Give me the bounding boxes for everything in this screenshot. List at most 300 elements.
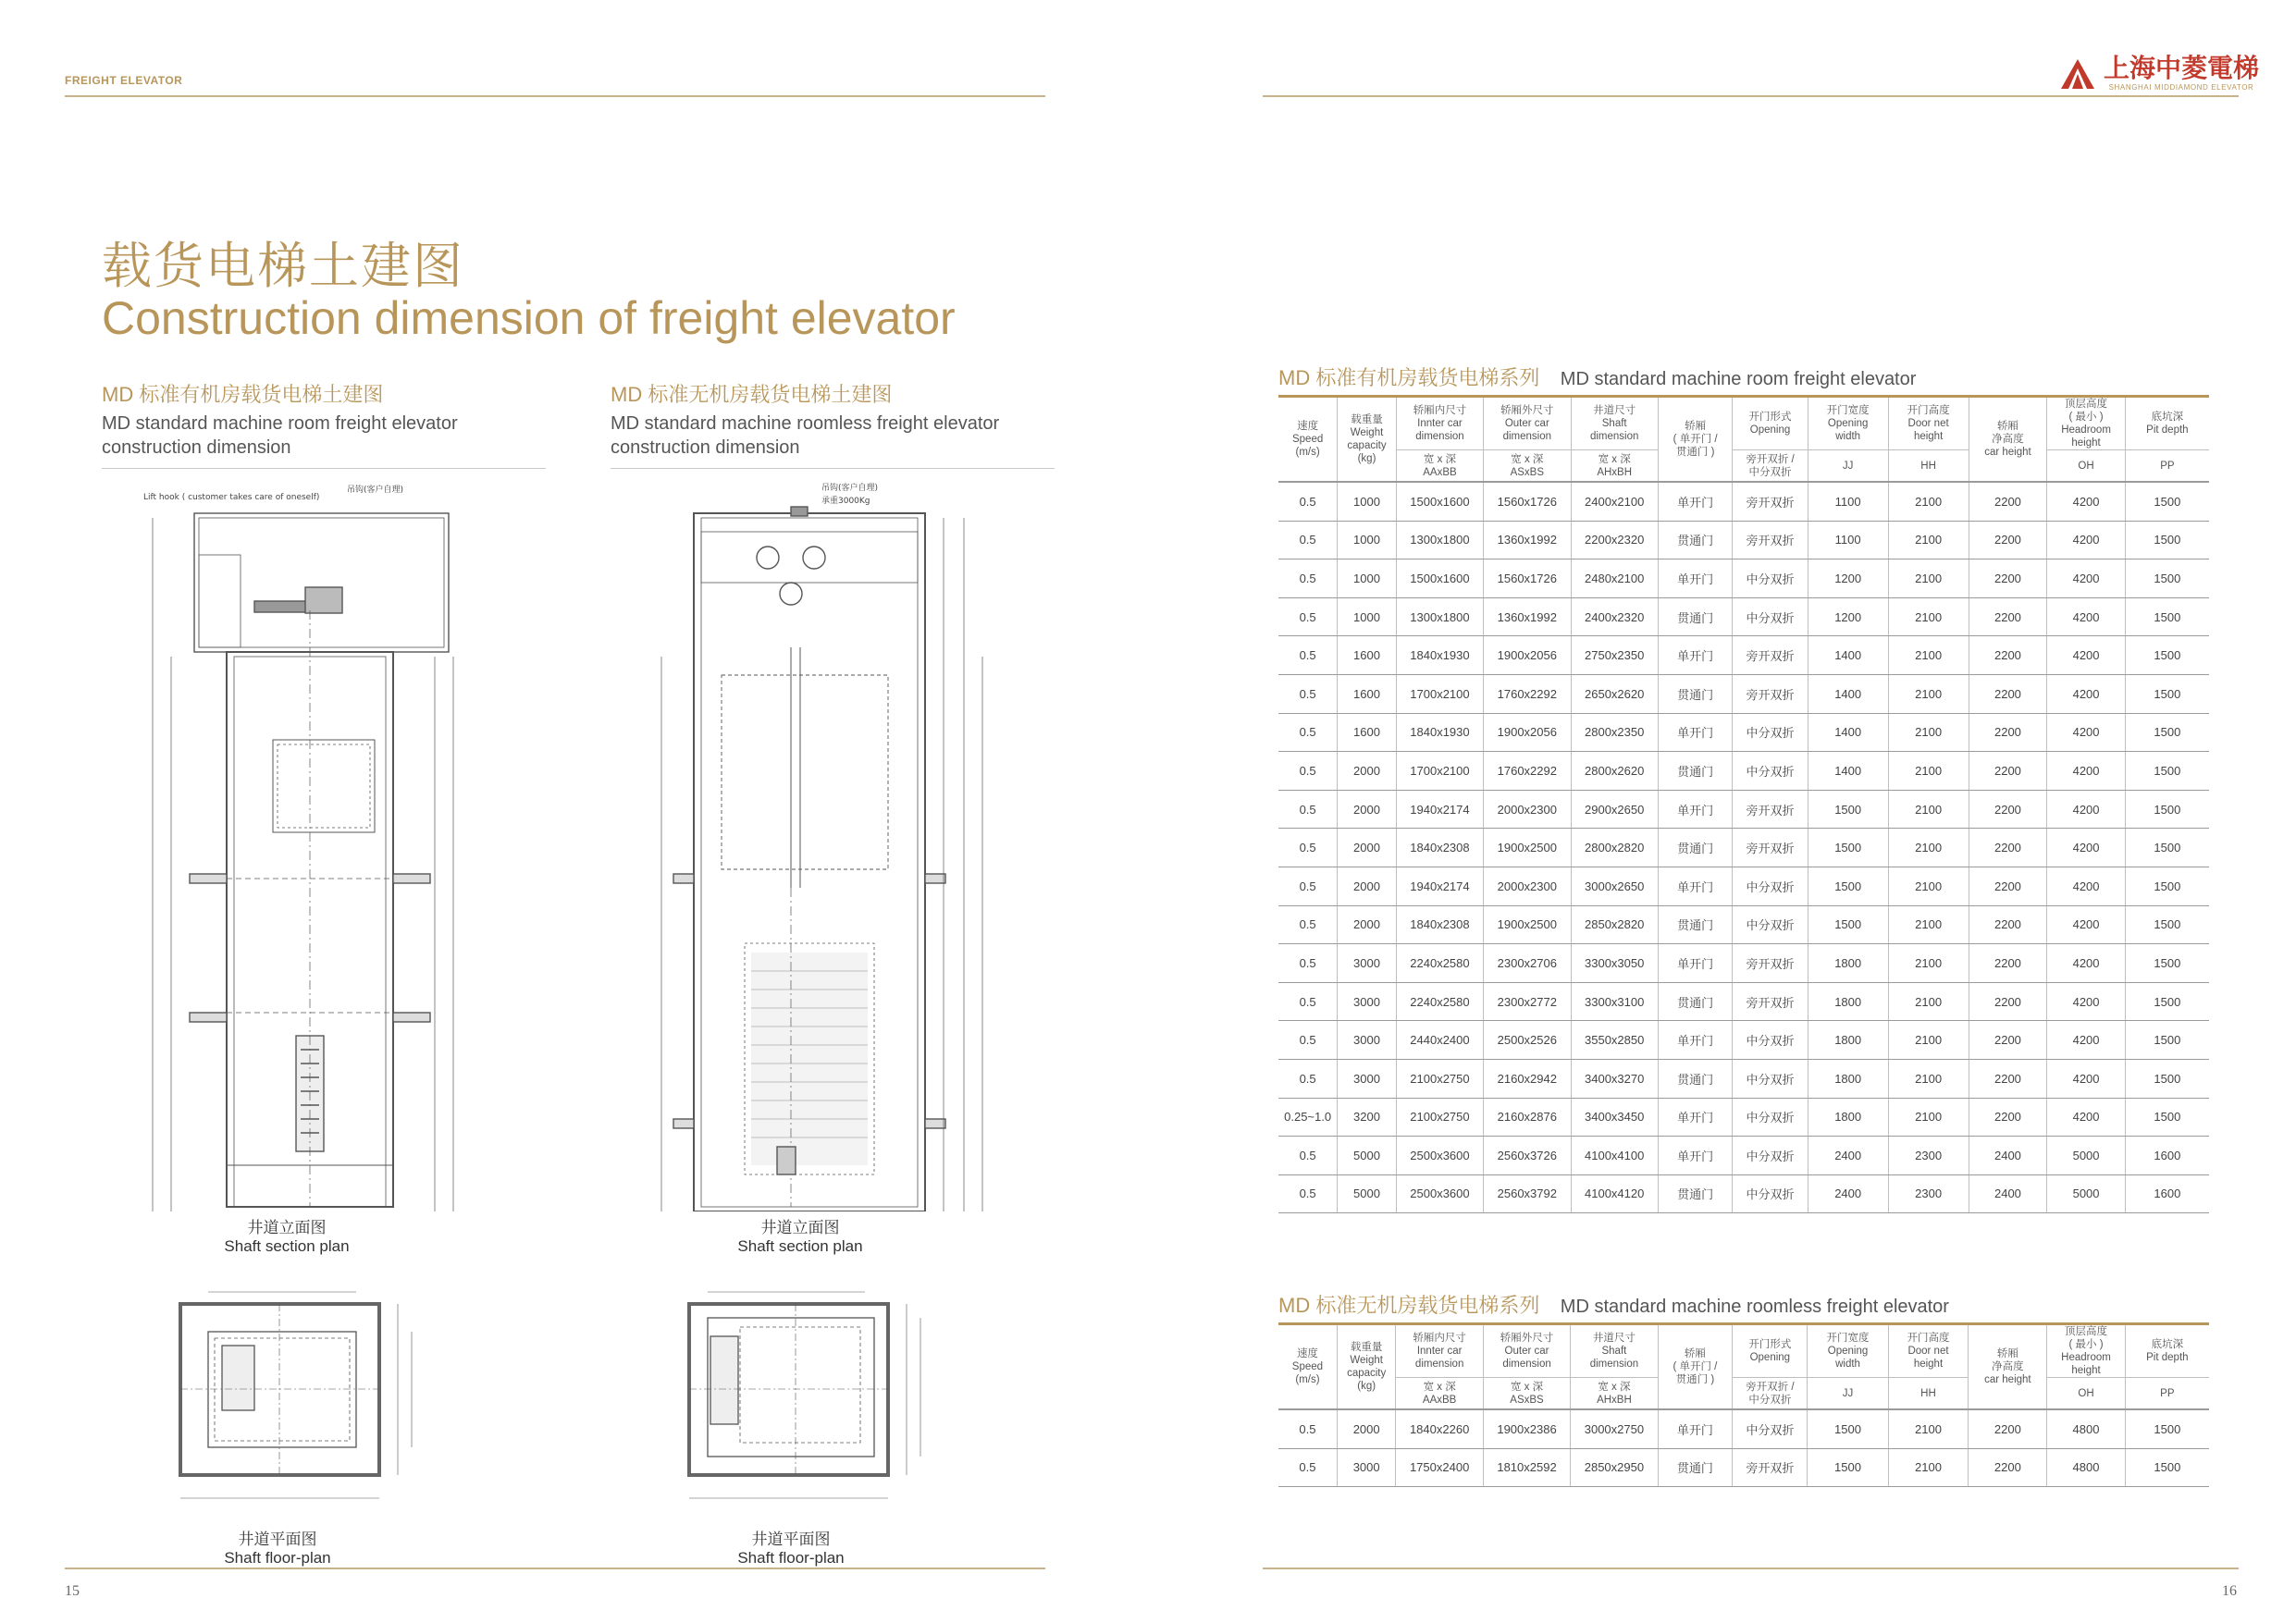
table-cell: 1000 [1338,559,1397,598]
table-cell: 贯通门 [1658,521,1733,559]
table-cell: 1500 [1808,1409,1888,1448]
table-cell: 1810x2592 [1483,1448,1570,1487]
table-cell: 1500 [2125,752,2209,791]
table-cell: 4200 [2047,829,2125,867]
table-cell: 5000 [1338,1137,1397,1175]
table-cell: 1500x1600 [1396,559,1483,598]
table-cell: 1500 [2125,790,2209,829]
hook-note: Lift hook ( customer takes care of oneself) [143,493,320,502]
table2-machine-roomless [1278,1322,2209,1487]
table-cell: 2200 [1969,713,2047,752]
table-cell: 1500 [2125,559,2209,598]
table-cell: 1600 [2125,1137,2209,1175]
table-cell: 1500 [2125,982,2209,1021]
table-cell: 1500 [2125,674,2209,713]
table-row [1278,559,2209,598]
table-cell: 2400 [1808,1137,1888,1175]
table-cell: 1500 [1808,790,1888,829]
right-floor-caption [671,1531,911,1568]
table-cell: 1560x1726 [1484,559,1571,598]
table-cell: 4200 [2047,713,2125,752]
right-section-caption-cn: 井道立面图 [760,1219,840,1236]
table-cell: 1500 [2125,713,2209,752]
table-cell: 中分双折 [1733,752,1808,791]
table-cell: 2300x2772 [1484,982,1571,1021]
table-cell: 3300x3050 [1571,944,1658,983]
table-cell: 5000 [1338,1174,1397,1213]
table-cell: 0.5 [1278,713,1338,752]
table-cell: 2100 [1888,944,1969,983]
table-cell: 2200 [1969,1059,2047,1098]
table1-title-cn: MD 标准有机房载货电梯系列 [1278,366,1540,389]
table-cell: 1500x1600 [1396,482,1483,521]
table-cell: 3300x3100 [1571,982,1658,1021]
table-cell: 1900x2056 [1484,636,1571,675]
table-cell: 2850x2950 [1571,1448,1658,1487]
table-cell: 2000x2300 [1484,867,1571,905]
table-cell: 2400 [1808,1174,1888,1213]
table-cell: 0.5 [1278,867,1338,905]
table-cell: 贯通门 [1658,752,1733,791]
table-cell: 3000 [1337,1448,1396,1487]
table-cell: 2900x2650 [1571,790,1658,829]
table-cell: 1840x2308 [1396,905,1483,944]
left-heading-rule [102,468,546,469]
table-row [1278,482,2209,521]
table-cell: 3000 [1338,1059,1397,1098]
table-cell: 2240x2580 [1396,944,1483,983]
table-row [1278,1409,2209,1448]
table-cell: 2400 [1969,1174,2047,1213]
table-cell: 0.5 [1278,1174,1338,1213]
table-cell: 贯通门 [1658,1059,1733,1098]
table-cell: 1800 [1808,1021,1888,1060]
right-drawing-title-cn: MD 标准无机房载货电梯土建图 [611,383,893,406]
table-cell: 2100 [1888,790,1969,829]
table2-body [1278,1409,2209,1487]
table2-title-en: MD standard machine roomless freight elevator [1560,1297,1949,1317]
table-cell: 3000 [1338,944,1397,983]
table-cell: 1800 [1808,1059,1888,1098]
table-cell: 单开门 [1658,636,1733,675]
table-row [1278,1137,2209,1175]
table-cell: 贯通门 [1658,982,1733,1021]
table-cell: 2100x2750 [1396,1059,1483,1098]
table-cell: 2200x2320 [1571,521,1658,559]
table-cell: 2000 [1338,867,1397,905]
table-cell: 中分双折 [1733,597,1808,636]
table-cell: 单开门 [1658,790,1733,829]
table-cell: 0.5 [1278,559,1338,598]
footer-rule-left [65,1568,1045,1569]
table-row [1278,1021,2209,1060]
table-cell: 3550x2850 [1571,1021,1658,1060]
table-cell: 2200 [1969,636,2047,675]
table-cell: 0.5 [1278,752,1338,791]
table-cell: 单开门 [1658,1098,1733,1137]
table-cell: 1400 [1808,674,1888,713]
right-heading-rule [611,468,1055,469]
hook-note-cn: 吊钩(客户自理) [347,486,404,495]
table-cell: 贯通门 [1658,1174,1733,1213]
table-cell: 2100 [1888,636,1969,675]
table-cell: 2000 [1338,829,1397,867]
left-drawing-title-cn: MD 标准有机房载货电梯土建图 [102,383,384,406]
table-cell: 贯通门 [1658,597,1733,636]
table1-header: 速度 Speed (m/s) 载重量 Weight capacity (kg) 轿厢内尺寸 Innter car dimension 轿厢外尺寸 Outer car dimension 井道尺寸 Shaft dimension 轿厢 ( 单开门 / 贯通门 ) 开门形式 Opening 开门宽度 Opening width 开门高度 Door net height 轿厢 净高度 car height 顶层高度 ( 最小 ) Headroom height 底坑深 Pit depth 宽 x 深 AAxBB 宽 x 深 ASxBS 宽 x 深 AHxBH 旁开双折 / 中分双折 JJ HH OH PP [1278,397,2209,483]
table-row [1278,752,2209,791]
table-cell: 2100 [1888,713,1969,752]
table-cell: 1750x2400 [1396,1448,1483,1487]
table-cell: 4200 [2047,1059,2125,1098]
table-cell: 2200 [1969,944,2047,983]
table-row [1278,1448,2209,1487]
table-cell: 1700x2100 [1396,752,1483,791]
left-floor-plan-drawing [157,1281,426,1521]
table-cell: 中分双折 [1733,1174,1808,1213]
table-cell: 0.5 [1278,636,1338,675]
table-cell: 0.5 [1278,674,1338,713]
right-drawing-title-en-1: MD standard machine roomless freight elevator [611,413,1000,434]
table-cell: 4800 [2047,1448,2125,1487]
table-cell: 2560x3726 [1484,1137,1571,1175]
table-cell: 2100 [1888,982,1969,1021]
table-cell: 中分双折 [1733,867,1808,905]
table-cell: 2400x2100 [1571,482,1658,521]
table-cell: 4100x4100 [1571,1137,1658,1175]
table-cell: 2850x2820 [1571,905,1658,944]
table-cell: 1600 [1338,636,1397,675]
table-cell: 贯通门 [1658,829,1733,867]
table-cell: 1760x2292 [1484,752,1571,791]
table-cell: 0.5 [1278,521,1338,559]
table-cell: 2200 [1969,1448,2047,1487]
right-drawing-heading [611,379,999,460]
table-cell: 1500 [1808,1448,1888,1487]
section-label: FREIGHT ELEVATOR [65,74,183,87]
table-cell: 2200 [1969,521,2047,559]
table-cell: 4200 [2047,597,2125,636]
table-cell: 2500x2526 [1484,1021,1571,1060]
table-cell: 旁开双折 [1733,829,1808,867]
table-cell: 2400 [1969,1137,2047,1175]
table-row [1278,636,2209,675]
table-cell: 1500 [2125,944,2209,983]
table-cell: 单开门 [1658,867,1733,905]
table-cell: 单开门 [1658,1021,1733,1060]
table-cell: 1800 [1808,982,1888,1021]
table-cell: 4200 [2047,790,2125,829]
left-floor-caption [157,1531,398,1568]
table-cell: 2750x2350 [1571,636,1658,675]
table-cell: 1800 [1808,944,1888,983]
table-cell: 3200 [1338,1098,1397,1137]
table-cell: 旁开双折 [1733,944,1808,983]
left-floor-caption-cn: 井道平面图 [238,1531,317,1548]
table-cell: 2100 [1888,1098,1969,1137]
table-cell: 单开门 [1658,944,1733,983]
table-cell: 2100 [1888,1409,1969,1448]
table-cell: 旁开双折 [1733,674,1808,713]
table-cell: 中分双折 [1733,713,1808,752]
table-cell: 2300 [1888,1137,1969,1175]
table-cell: 2160x2942 [1484,1059,1571,1098]
table-cell: 1500 [2125,1059,2209,1098]
table-cell: 旁开双折 [1733,482,1808,521]
table-row [1278,521,2209,559]
table-cell: 5000 [2047,1137,2125,1175]
table-cell: 0.5 [1278,1021,1338,1060]
table-cell: 0.5 [1278,597,1338,636]
table-cell: 1300x1800 [1396,521,1483,559]
table-cell: 中分双折 [1733,559,1808,598]
table-cell: 1500 [2125,905,2209,944]
table-cell: 1200 [1808,597,1888,636]
table2-title-cn: MD 标准无机房载货电梯系列 [1278,1294,1540,1317]
table-row [1278,597,2209,636]
table-cell: 2200 [1969,790,2047,829]
table-cell: 1840x1930 [1396,713,1483,752]
table-cell: 4200 [2047,482,2125,521]
table-cell: 1100 [1808,482,1888,521]
table-cell: 2100 [1888,905,1969,944]
table-cell: 1500 [1808,905,1888,944]
page-number-left: 15 [65,1583,80,1599]
table-cell: 2800x2350 [1571,713,1658,752]
table-cell: 1400 [1808,713,1888,752]
brand-logo [2059,55,2259,92]
table-cell: 贯通门 [1658,674,1733,713]
table-cell: 2200 [1969,752,2047,791]
table-cell: 1600 [2125,1174,2209,1213]
table-cell: 2400x2320 [1571,597,1658,636]
right-section-caption-en: Shaft section plan [737,1237,863,1255]
table-cell: 0.5 [1278,1448,1337,1487]
left-drawing-heading [102,379,458,460]
table-cell: 2200 [1969,867,2047,905]
right-floor-plan-drawing [666,1281,934,1521]
table-cell: 2500x3600 [1396,1137,1483,1175]
table-cell: 2000x2300 [1484,790,1571,829]
table-cell: 2160x2876 [1484,1098,1571,1137]
logo-mark-icon [2059,57,2096,91]
table-cell: 2200 [1969,1021,2047,1060]
table-cell: 4200 [2047,1098,2125,1137]
table-cell: 1500 [2125,867,2209,905]
table-cell: 1760x2292 [1484,674,1571,713]
table-cell: 3000 [1338,982,1397,1021]
table-cell: 中分双折 [1733,905,1808,944]
table-cell: 3000x2750 [1571,1409,1658,1448]
table-cell: 中分双折 [1733,1137,1808,1175]
table-cell: 3400x3450 [1571,1098,1658,1137]
right-shaft-section-drawing [648,481,999,1211]
table-cell: 1500 [2125,1409,2209,1448]
table-cell: 2200 [1969,559,2047,598]
header-rule-right [1263,95,2239,97]
table-row [1278,829,2209,867]
table-cell: 1600 [1338,713,1397,752]
table-cell: 1500 [1808,867,1888,905]
left-shaft-section-drawing [134,481,486,1211]
table-cell: 1500 [2125,1448,2209,1487]
table-cell: 单开门 [1658,1409,1733,1448]
right-floor-caption-en: Shaft floor-plan [737,1549,845,1567]
table-cell: 1300x1800 [1396,597,1483,636]
table-cell: 4800 [2047,1409,2125,1448]
table-cell: 2480x2100 [1571,559,1658,598]
table-cell: 单开门 [1658,713,1733,752]
left-drawing-title-en-2: construction dimension [102,437,291,458]
table-cell: 2000 [1337,1409,1396,1448]
table-cell: 中分双折 [1733,1021,1808,1060]
table-cell: 0.25~1.0 [1278,1098,1338,1137]
table-cell: 2100 [1888,559,1969,598]
left-section-caption-cn: 井道立面图 [247,1219,327,1236]
table-cell: 单开门 [1658,482,1733,521]
table1-machine-room [1278,395,2209,1213]
table-cell: 4200 [2047,1021,2125,1060]
table-cell: 0.5 [1278,482,1338,521]
left-section-caption [157,1219,416,1256]
table-cell: 2560x3792 [1484,1174,1571,1213]
table-cell: 2100 [1888,521,1969,559]
table1-heading [1278,363,1916,391]
page-number-right: 16 [2222,1583,2237,1599]
table-cell: 2800x2820 [1571,829,1658,867]
table-cell: 1360x1992 [1484,597,1571,636]
page-title-en: Construction dimension of freight elevator [102,292,956,344]
table-cell: 2100 [1888,482,1969,521]
table-row [1278,713,2209,752]
footer-rule-right [1263,1568,2239,1569]
table-cell: 旁开双折 [1733,790,1808,829]
table-cell: 4200 [2047,559,2125,598]
table-cell: 0.5 [1278,982,1338,1021]
table-cell: 4200 [2047,905,2125,944]
table-cell: 2100 [1888,674,1969,713]
table-cell: 1000 [1338,482,1397,521]
table-cell: 4200 [2047,674,2125,713]
table-cell: 旁开双折 [1733,636,1808,675]
table-cell: 1600 [1338,674,1397,713]
table2-header: 速度 Speed (m/s) 载重量 Weight capacity (kg) 轿厢内尺寸 Innter car dimension 轿厢外尺寸 Outer car dimension 井道尺寸 Shaft dimension 轿厢 ( 单开门 / 贯通门 ) 开门形式 Opening 开门宽度 Opening width 开门高度 Door net height 轿厢 净高度 car height 顶层高度 ( 最小 ) Headroom height 底坑深 Pit depth 宽 x 深 AAxBB 宽 x 深 ASxBS 宽 x 深 AHxBH 旁开双折 / 中分双折 JJ HH OH PP [1278,1324,2209,1410]
table-row [1278,1098,2209,1137]
table-cell: 0.5 [1278,1137,1338,1175]
table-cell: 1000 [1338,521,1397,559]
table-cell: 0.5 [1278,944,1338,983]
table-cell: 4200 [2047,867,2125,905]
table-cell: 中分双折 [1733,1059,1808,1098]
table-cell: 4200 [2047,944,2125,983]
table-cell: 1500 [2125,482,2209,521]
table-cell: 4200 [2047,982,2125,1021]
table-cell: 2200 [1969,482,2047,521]
table-row [1278,867,2209,905]
table-cell: 2100 [1888,1021,1969,1060]
table-cell: 贯通门 [1658,1448,1733,1487]
table-cell: 1000 [1338,597,1397,636]
table-cell: 0.5 [1278,829,1338,867]
table-cell: 1840x1930 [1396,636,1483,675]
table-cell: 3000 [1338,1021,1397,1060]
table-cell: 4200 [2047,636,2125,675]
table-row [1278,1059,2209,1098]
table-cell: 2100 [1888,829,1969,867]
table-cell: 0.5 [1278,1409,1337,1448]
table-cell: 2200 [1969,1098,2047,1137]
table-cell: 2800x2620 [1571,752,1658,791]
table-cell: 2240x2580 [1396,982,1483,1021]
table-cell: 1840x2260 [1396,1409,1483,1448]
table-row [1278,790,2209,829]
table-cell: 2650x2620 [1571,674,1658,713]
table-cell: 4100x4120 [1571,1174,1658,1213]
table1-body [1278,482,2209,1213]
table-cell: 2000 [1338,752,1397,791]
table-cell: 1500 [2125,1098,2209,1137]
table-cell: 1700x2100 [1396,674,1483,713]
table-cell: 1500 [2125,829,2209,867]
table-row [1278,905,2209,944]
table-cell: 1500 [2125,636,2209,675]
table-cell: 贯通门 [1658,905,1733,944]
left-floor-caption-en: Shaft floor-plan [224,1549,331,1567]
table-cell: 1500 [2125,521,2209,559]
table-cell: 4200 [2047,521,2125,559]
table-cell: 旁开双折 [1733,521,1808,559]
table-cell: 1500 [2125,1021,2209,1060]
table-cell: 3000x2650 [1571,867,1658,905]
table-cell: 1500 [2125,597,2209,636]
table-cell: 2200 [1969,829,2047,867]
table-cell: 2200 [1969,982,2047,1021]
table-cell: 2100 [1888,597,1969,636]
table-cell: 2000 [1338,905,1397,944]
table2-heading [1278,1290,1949,1319]
table1-title-en: MD standard machine room freight elevator [1560,369,1917,389]
table-cell: 旁开双折 [1733,982,1808,1021]
table-cell: 5000 [2047,1174,2125,1213]
logo-brand-en: SHANGHAI MIDDIAMOND ELEVATOR [2108,83,2254,92]
logo-brand-cn: 上海中菱電梯 [2103,53,2259,83]
table-cell: 2100 [1888,867,1969,905]
table-cell: 1900x2056 [1484,713,1571,752]
right-floor-caption-cn: 井道平面图 [751,1531,831,1548]
table-cell: 2440x2400 [1396,1021,1483,1060]
header-rule-left [65,95,1045,97]
table-cell: 4200 [2047,752,2125,791]
table-cell: 2100 [1888,1059,1969,1098]
table-cell: 单开门 [1658,559,1733,598]
table-cell: 1940x2174 [1396,867,1483,905]
left-section-caption-en: Shaft section plan [224,1237,350,1255]
table-cell: 单开门 [1658,1137,1733,1175]
table-cell: 1400 [1808,752,1888,791]
table-cell: 1940x2174 [1396,790,1483,829]
table-cell: 0.5 [1278,1059,1338,1098]
table-cell: 2200 [1969,1409,2047,1448]
table-cell: 0.5 [1278,905,1338,944]
table-cell: 2300 [1888,1174,1969,1213]
table-cell: 中分双折 [1733,1409,1808,1448]
table-row [1278,982,2209,1021]
table-row [1278,944,2209,983]
table-cell: 0.5 [1278,790,1338,829]
table-cell: 1900x2500 [1484,905,1571,944]
table-cell: 2100 [1888,1448,1969,1487]
table-cell: 1500 [1808,829,1888,867]
